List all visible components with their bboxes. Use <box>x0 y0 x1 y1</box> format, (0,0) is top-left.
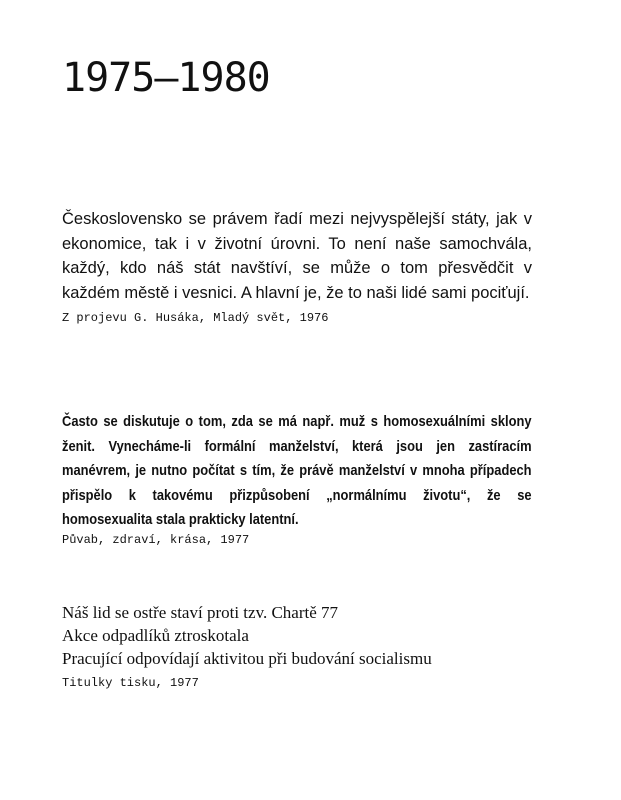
headline-line: Náš lid se ostře staví proti tzv. Chartě 77 <box>62 603 339 622</box>
quote-block-husak <box>62 207 532 325</box>
headline-line: Pracující odpovídají aktivitou při budování socialismu <box>62 649 432 668</box>
quote-source: Půvab, zdraví, krása, 1977 <box>62 532 250 547</box>
page-title: 1975–1980 <box>62 55 270 101</box>
headline-line: Akce odpadlíků ztroskotala <box>62 626 249 645</box>
quote-text: Často se diskutuje o tom, zda se má např. muž s homosexuálními sklony ženit. Vynecháme-li formální manželství, která jsou jen zastíracím manévrem, je nutno počítat s tím, že právě manželství v mnoha případech přispělo k takovému přizpůsobení „normálnímu životu“, že se homosexualita stala prakticky latentní. <box>62 413 532 528</box>
headline-list <box>62 601 532 670</box>
quote-text: Československo se právem řadí mezi nejvyspělejší státy, jak v ekonomice, tak i v životní úrovni. To není naše samochvála, každý, kdo náš stát navštíví, se může o tom přesvědčit v každém městě i vesnici. A hlavní je, že to naši lidé sami pociťují. <box>62 210 532 302</box>
quote-block-headlines <box>62 601 532 690</box>
quote-source: Z projevu G. Husáka, Mladý svět, 1976 <box>62 311 329 325</box>
quote-block-puvab <box>62 410 532 547</box>
quote-source: Titulky tisku, 1977 <box>62 676 199 690</box>
